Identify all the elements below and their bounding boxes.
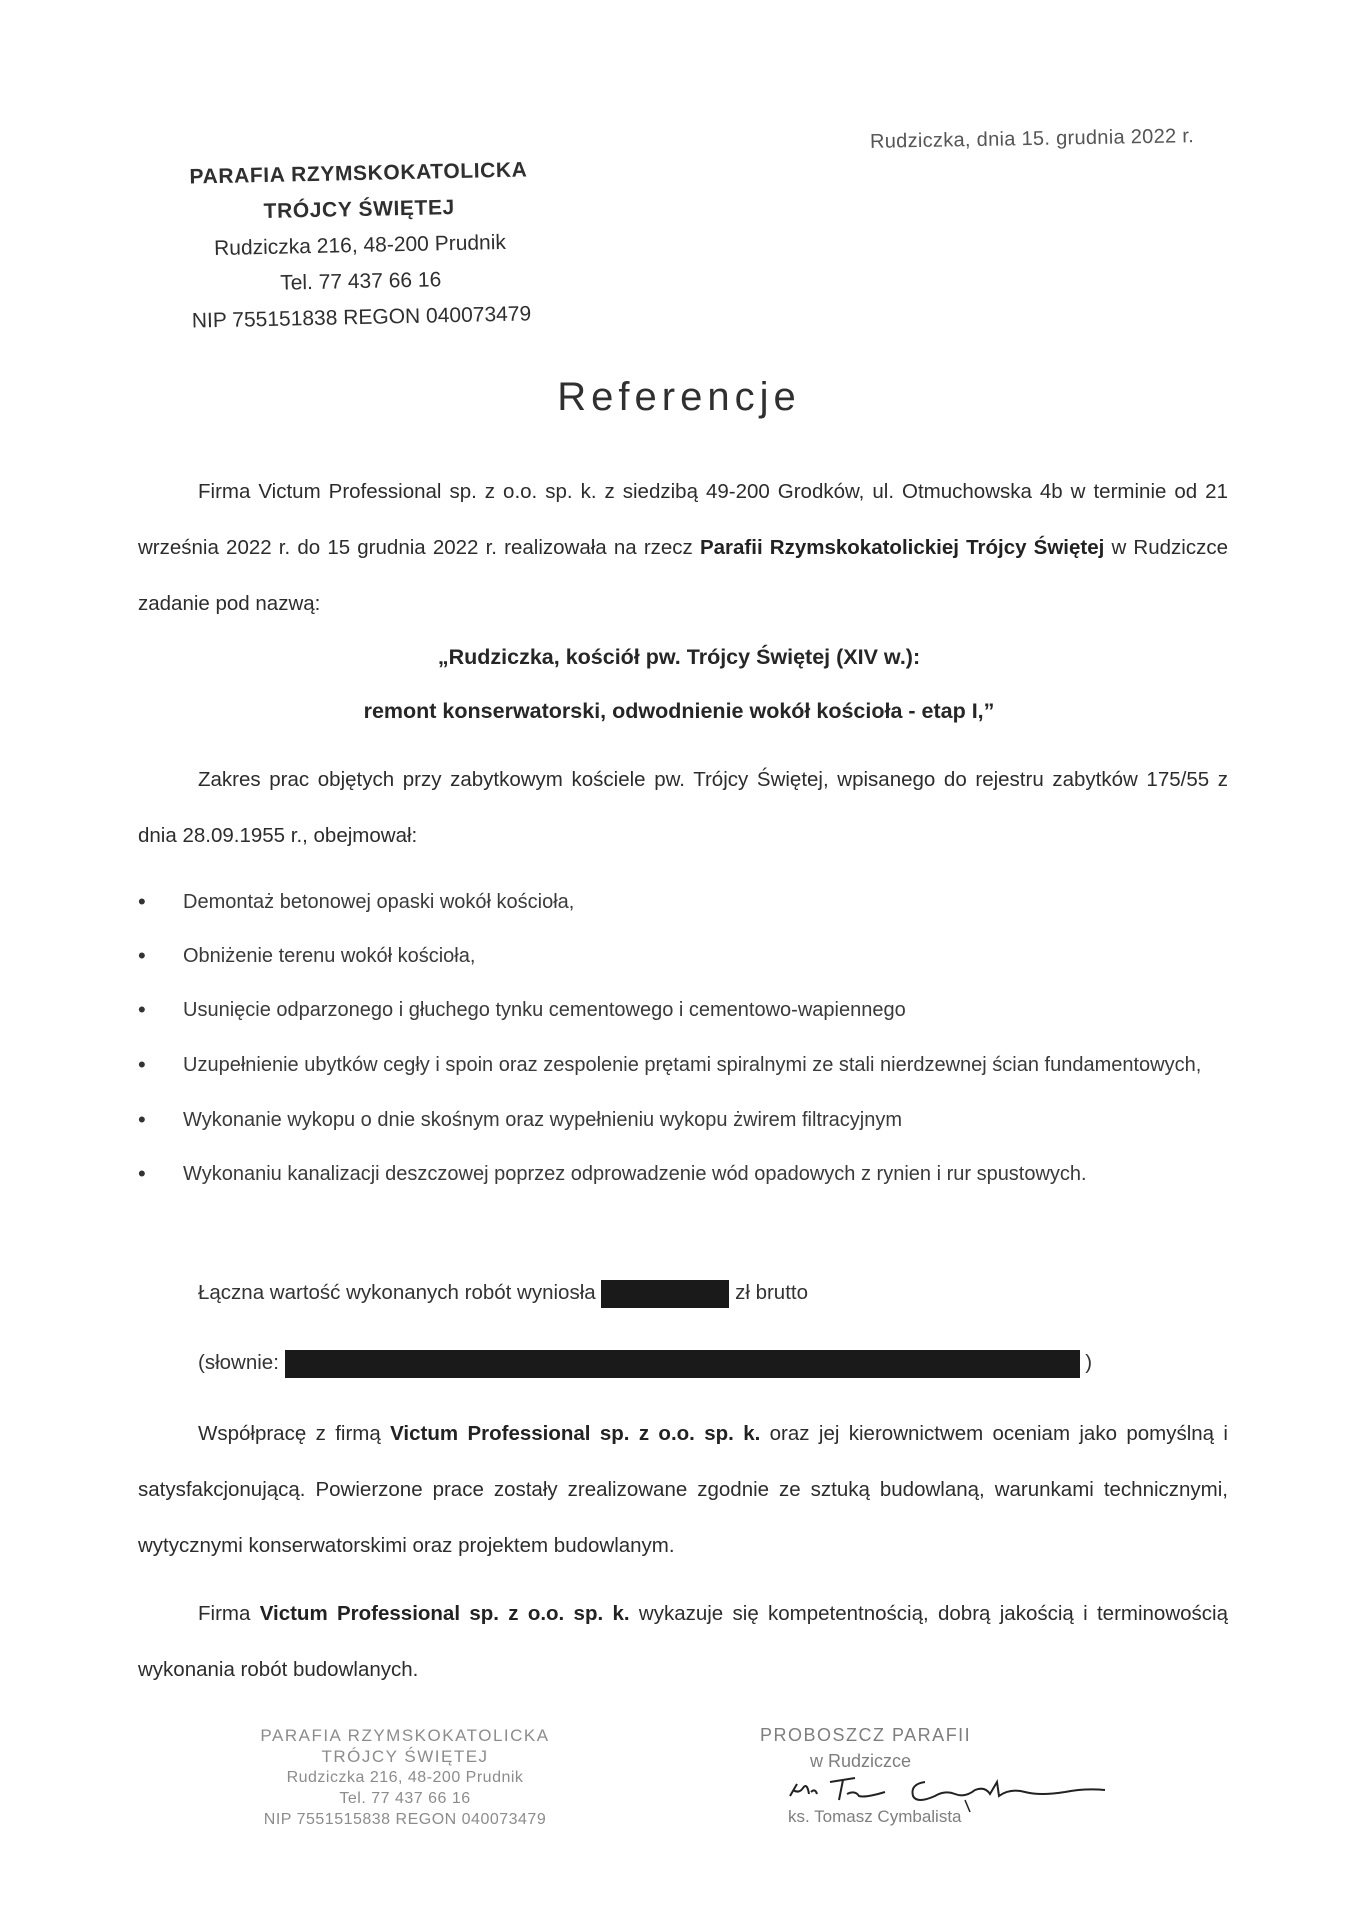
document-title: Referencje bbox=[557, 375, 801, 419]
list-item: • Wykonanie wykopu o dnie skośnym oraz wypełnieniu wykopu żwirem filtracyjnym bbox=[138, 1093, 1228, 1147]
sender-address: Rudziczka 216, 48-200 Prudnik bbox=[213, 230, 507, 261]
task-title bbox=[0, 630, 1358, 738]
list-item: • Uzupełnienie ubytków cegły i spoin oraz zespolenie prętami spiralnymi ze stali nierdzewnej ścian fundamentowych, bbox=[138, 1037, 1228, 1093]
parish-stamp-line2: TRÓJCY ŚWIĘTEJ bbox=[321, 1747, 489, 1766]
redacted-amount bbox=[601, 1280, 729, 1308]
priest-stamp-title: PROBOSZCZ PARAFII bbox=[760, 1725, 972, 1745]
cooperation-paragraph bbox=[138, 1406, 1228, 1574]
redacted-amount-words bbox=[285, 1350, 1080, 1378]
parish-stamp-phone: Tel. 77 437 66 16 bbox=[339, 1790, 471, 1807]
sender-block bbox=[148, 152, 572, 341]
scope-intro-paragraph: Zakres prac objętych przy zabytkowym kościele pw. Trójcy Świętej, wpisanego do rejestru zabytków 175/55 z dnia 28.09.1955 r., obejmował: bbox=[138, 768, 1228, 847]
list-item: • Obniżenie terenu wokół kościoła, bbox=[138, 929, 1228, 983]
priest-stamp-parish: w Rudziczce bbox=[810, 1751, 912, 1771]
list-item: • Demontaż betonowej opaski wokół kościoła, bbox=[138, 875, 1228, 929]
cooperation-text-start: Współpracę z firmą bbox=[198, 1422, 381, 1445]
cooperation-text-rest: oraz jej kierownictwem oceniam jako pomyślną i satysfakcjonującą. Powierzone prace zostały zrealizowane zgodnie ze sztuką budowlaną, warunkami technicznymi, wytycznymi konserwatorskimi oraz projektem budowlanym. bbox=[138, 1422, 1228, 1557]
cooperation-company-name: Victum Professional sp. z o.o. sp. k. bbox=[390, 1422, 761, 1445]
total-value-suffix: zł brutto bbox=[735, 1281, 808, 1304]
amount-in-words-prefix: (słownie: bbox=[198, 1351, 279, 1374]
document-date: Rudziczka, dnia 15. grudnia 2022 r. bbox=[869, 125, 1195, 153]
intro-text: Firma Victum Professional sp. z o.o. sp. k. z siedzibą 49-200 Grodków, ul. Otmuchowska 4b w terminie od 21 września 2022 r. do 15 grudnia 2022 r. realizowała na rzecz bbox=[138, 480, 1228, 559]
intro-paragraph bbox=[138, 464, 1228, 632]
intro-text-end: w Rudziczce zadanie pod nazwą: bbox=[138, 536, 1228, 615]
list-item: • Wykonaniu kanalizacji deszczowej poprzez odprowadzenie wód opadowych z rynien i rur spustowych. bbox=[138, 1147, 1228, 1201]
amount-in-words-line bbox=[198, 1345, 1092, 1381]
list-item: • Usunięcie odparzonego i głuchego tynku cementowego i cementowo-wapiennego bbox=[138, 983, 1228, 1037]
closing-text-rest: wykazuje się kompetentnością, dobrą jakością i terminowością wykonania robót budowlanych. bbox=[138, 1602, 1228, 1681]
task-title-line1: „Rudziczka, kościół pw. Trójcy Świętej (XIV w.): bbox=[437, 645, 921, 669]
intro-parish-name: Parafii Rzymskokatolickiej Trójcy Świętej bbox=[699, 536, 1105, 559]
scope-list bbox=[138, 875, 1228, 1201]
closing-paragraph bbox=[138, 1586, 1228, 1698]
sender-phone: Tel. 77 437 66 16 bbox=[279, 268, 442, 295]
priest-stamp-name: ks. Tomasz Cymbalista bbox=[788, 1807, 962, 1826]
sender-ids: NIP 755151838 REGON 040073479 bbox=[191, 302, 532, 333]
total-value-line bbox=[198, 1275, 808, 1311]
parish-stamp bbox=[240, 1725, 570, 1830]
handwritten-signature bbox=[785, 1768, 1115, 1813]
parish-stamp-ids: NIP 7551515838 REGON 040073479 bbox=[263, 1811, 547, 1828]
total-value-prefix: Łączna wartość wykonanych robót wyniosła bbox=[198, 1281, 596, 1304]
amount-in-words-suffix: ) bbox=[1085, 1351, 1093, 1374]
sender-name-line2: TRÓJCY ŚWIĘTEJ bbox=[263, 196, 456, 224]
closing-company-name: Victum Professional sp. z o.o. sp. k. bbox=[259, 1602, 630, 1625]
sender-name-line1: PARAFIA RZYMSKOKATOLICKA bbox=[189, 158, 528, 189]
parish-stamp-line1: PARAFIA RZYMSKOKATOLICKA bbox=[260, 1726, 550, 1745]
task-title-line2: remont konserwatorski, odwodnienie wokół kościoła - etap I,” bbox=[363, 699, 995, 723]
parish-stamp-address: Rudziczka 216, 48-200 Prudnik bbox=[286, 1769, 524, 1786]
closing-text-start: Firma bbox=[198, 1602, 251, 1625]
